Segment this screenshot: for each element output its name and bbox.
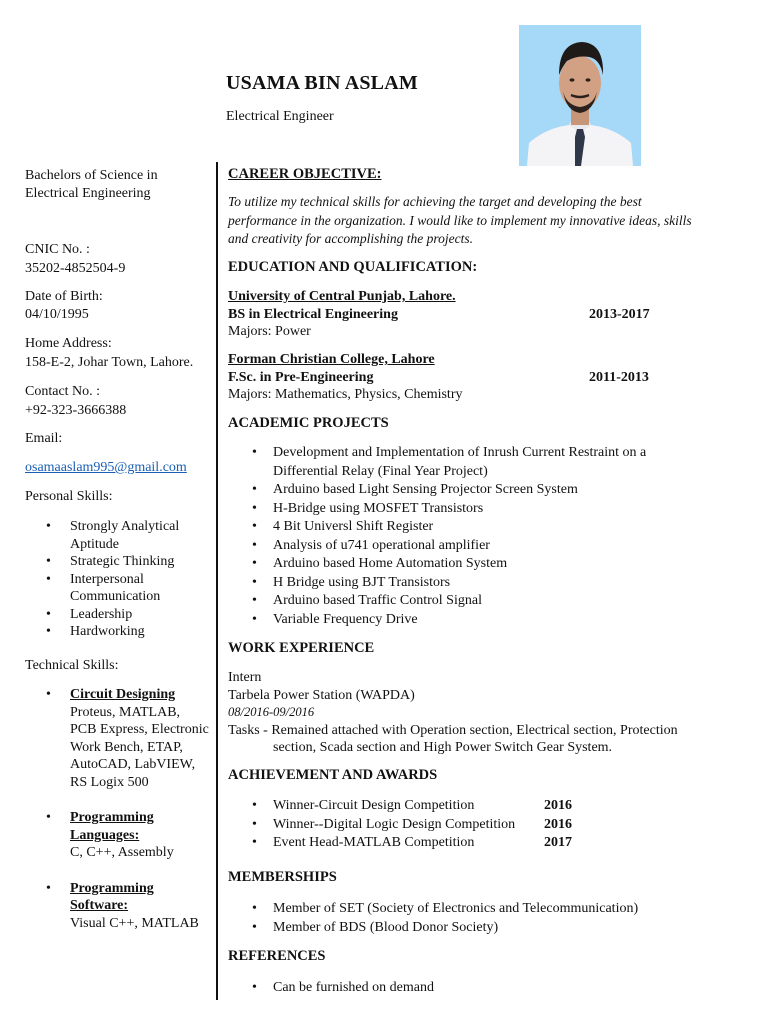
award-year: 2016 [544, 816, 572, 832]
work-entry [228, 669, 698, 757]
dob-value: 04/10/1995 [25, 307, 89, 322]
list-item [70, 809, 210, 862]
email-link[interactable]: osamaaslam995@gmail.com [25, 460, 187, 475]
award-name: Event Head-MATLAB Competition [273, 835, 475, 850]
list-item [273, 797, 698, 816]
profile-photo [519, 25, 641, 166]
majors: Majors: Power [228, 324, 311, 339]
personal-skills-list [25, 518, 210, 641]
list-item: • Variable Frequency Drive [273, 611, 658, 630]
list-item: • Strongly Analytical Aptitude [70, 518, 210, 553]
degree-years: 2013-2017 [589, 306, 650, 322]
degree-summary: Bachelors of Science in Electrical Engineering [25, 168, 158, 201]
education-item [228, 351, 698, 404]
skill-text: C, C++, Assembly [70, 845, 174, 860]
address-label: Home Address: [25, 336, 112, 351]
list-item: • Can be furnished on demand [273, 979, 698, 998]
list-item [273, 834, 698, 853]
career-objective-text: To utilize my technical skills for achieving the target and developing the best performance in the organization. I would like to implement my innovative ideas, skills and creativity for accomplishing the projects. [228, 194, 692, 246]
candidate-name: USAMA BIN ASLAM [226, 72, 418, 94]
list-item: • Interpersonal Communication [70, 571, 210, 606]
school-name: University of Central Punjab, Lahore. [228, 289, 456, 304]
education-item [228, 288, 698, 341]
award-year: 2017 [544, 835, 572, 850]
personal-skills-label: Personal Skills: [25, 489, 113, 504]
list-item: • Strategic Thinking [70, 553, 210, 571]
skill-heading: • Circuit Designing [70, 687, 176, 702]
references-heading: REFERENCES [228, 948, 326, 964]
contact-value: +92-323-3666388 [25, 403, 127, 418]
degree-name: F.Sc. in Pre-Engineering [228, 369, 374, 385]
projects-heading: ACADEMIC PROJECTS [228, 415, 389, 431]
address-value: 158-E-2, Johar Town, Lahore. [25, 355, 194, 370]
skill-text: Visual C++, MATLAB [70, 915, 199, 931]
list-item: • Arduino based Home Automation System [273, 555, 658, 574]
work-dates: 08/2016-09/2016 [228, 705, 315, 719]
degree-years: 2011-2013 [589, 369, 649, 385]
award-name: Winner--Digital Logic Design Competition [273, 816, 516, 832]
list-item: • H-Bridge using MOSFET Transistors [273, 500, 658, 519]
list-item: • Analysis of u741 operational amplifier [273, 537, 658, 556]
list-item: • Hardworking [70, 623, 210, 641]
list-item [70, 686, 210, 791]
awards-list [228, 797, 698, 853]
job-title: Electrical Engineer [226, 109, 334, 124]
list-item [273, 816, 698, 835]
award-year: 2016 [544, 798, 572, 813]
technical-skills-list [25, 686, 210, 932]
list-item: • Development and Implementation of Inrush Current Restraint on a Differential Relay (Final Year Project) [273, 444, 658, 481]
technical-skills-label: Technical Skills: [25, 658, 119, 673]
memberships-list [228, 900, 698, 937]
list-item: • Member of BDS (Blood Donor Society) [273, 919, 698, 938]
work-heading: WORK EXPERIENCE [228, 640, 375, 656]
list-item: • H Bridge using BJT Transistors [273, 574, 658, 593]
award-name: Winner-Circuit Design Competition [273, 798, 475, 813]
list-item: • Arduino based Light Sensing Projector Screen System [273, 481, 658, 500]
list-item: • Member of SET (Society of Electronics and Telecommunication) [273, 900, 698, 919]
work-tasks: Tasks - Remained attached with Operation section, Electrical section, Protection section, Scada section and High Power Switch Gear System. [228, 722, 678, 755]
person-portrait-icon [519, 25, 641, 166]
work-company: Tarbela Power Station (WAPDA) [228, 687, 415, 703]
contact-label: Contact No. : [25, 384, 101, 399]
majors: Majors: Mathematics, Physics, Chemistry [228, 387, 463, 402]
awards-heading: ACHIEVEMENT AND AWARDS [228, 767, 438, 783]
cnic-value: 35202-4852504-9 [25, 261, 126, 276]
references-list [228, 979, 698, 998]
list-item: • 4 Bit Universl Shift Register [273, 518, 658, 537]
list-item: • Leadership [70, 606, 210, 624]
list-item [70, 880, 210, 933]
skill-heading: • Programming Languages: [70, 810, 154, 843]
memberships-heading: MEMBERSHIPS [228, 869, 337, 885]
skill-heading: • Programming Software: [70, 880, 154, 913]
dob-label: Date of Birth: [25, 289, 103, 304]
work-role: Intern [228, 670, 262, 685]
career-objective-heading: CAREER OBJECTIVE: [228, 166, 382, 182]
column-divider [216, 162, 218, 1000]
education-heading: EDUCATION AND QUALIFICATION: [228, 259, 478, 275]
school-name: Forman Christian College, Lahore [228, 352, 435, 367]
email-label: Email: [25, 431, 63, 446]
list-item: • Arduino based Traffic Control Signal [273, 592, 658, 611]
cnic-label: CNIC No. : [25, 242, 90, 257]
degree-name: BS in Electrical Engineering [228, 306, 398, 322]
projects-list [228, 444, 658, 629]
skill-text: Proteus, MATLAB, PCB Express, Electronic Work Bench, ETAP, AutoCAD, LabVIEW, RS Logix 500 [70, 704, 209, 790]
